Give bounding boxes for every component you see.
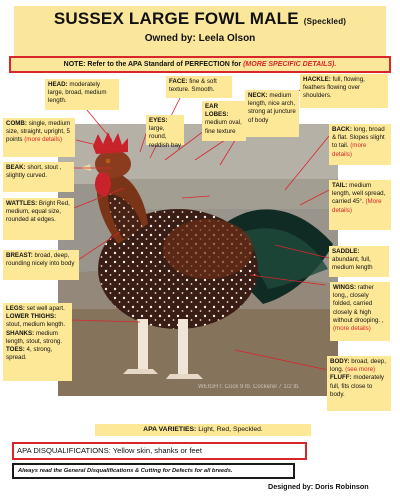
label-wattles xyxy=(3,198,74,240)
back-text: long, broad & flat. Slopes slight to tail. xyxy=(332,126,385,150)
label-hackle xyxy=(300,74,388,108)
label-breast xyxy=(3,250,79,280)
neck-text: medium length, nice arch, strong at juncture of body xyxy=(248,92,296,124)
saddle-text: abundant, full, medium length xyxy=(332,256,373,272)
note-bar xyxy=(9,56,391,73)
designer-credit: Designed by: Doris Robinson xyxy=(268,482,369,491)
label-ear-lobes xyxy=(202,101,246,141)
apa-disqualifications: APA DISQUALIFICATIONS: Yellow skin, shanks or feet xyxy=(12,442,307,460)
label-saddle xyxy=(329,246,389,277)
head-text: moderately large, broad, medium length. xyxy=(48,81,107,105)
apa-varieties xyxy=(95,424,311,436)
label-body xyxy=(327,356,391,411)
note-text: NOTE: Refer to the APA Standard of PERFECTION for xyxy=(63,61,242,68)
label-legs xyxy=(3,303,72,381)
face-text: fine & soft texture. Smooth. xyxy=(169,78,217,94)
head-title: HEAD: xyxy=(48,81,68,88)
legs-title: LEGS: xyxy=(6,305,25,312)
ear-lobes-text: medium oval, fine texture xyxy=(205,119,242,135)
varieties-title: APA VARIETIES: xyxy=(143,426,197,433)
body-more-link[interactable]: (see more) xyxy=(345,366,376,374)
comb-text: single, medium size, straight, upright, 5 points xyxy=(6,120,71,144)
beak-title: BEAK: xyxy=(6,164,26,171)
shanks-title: SHANKS: xyxy=(6,329,35,337)
title-suffix: (Speckled) xyxy=(303,17,347,26)
eyes-text: large, round, reddish bay xyxy=(149,125,181,149)
comb-more-link[interactable]: (more details) xyxy=(24,136,63,144)
legs-text: set well apart. xyxy=(26,305,65,312)
comb-title: COMB: xyxy=(6,120,27,127)
label-comb xyxy=(3,118,75,157)
tail-more-link[interactable]: (More details) xyxy=(332,198,382,214)
wattles-title: WATTLES: xyxy=(6,200,38,207)
rooster-illustration xyxy=(58,124,338,396)
note-link[interactable]: (MORE SPECIFIC DETAILS). xyxy=(243,61,337,68)
toes-text: 4, strong, spread. xyxy=(6,346,53,362)
owner-label: Owned by: Leela Olson xyxy=(144,33,256,44)
beak-text: short, stout , slightly curved. xyxy=(6,164,62,180)
body-text: broad, deep, long. xyxy=(330,358,386,374)
shanks-text: medium length, stout, strong. xyxy=(6,329,63,345)
breast-text: broad, deep, rounding nicely into body xyxy=(6,252,75,268)
wings-title: WINGS: xyxy=(333,284,357,291)
rooster-photo xyxy=(58,124,338,396)
hackle-title: HACKLE: xyxy=(303,76,331,83)
wattles-text: Bright Red, medium, equal size, rounded at edges. xyxy=(6,200,70,224)
fluff-title: FLUFF: xyxy=(330,374,352,382)
label-beak xyxy=(3,162,74,192)
eyes-title: EYES: xyxy=(149,117,168,124)
back-title: BACK: xyxy=(332,126,352,133)
general-disqualification-note: Always read the General Disqualifications & Cutting for Defects for all breeds. xyxy=(12,463,295,479)
weight-watermark: WEIGHT: Cock 9 lb. Cockerel 7 1/2 lb. xyxy=(198,384,300,390)
label-neck xyxy=(245,90,299,137)
tail-text: medium length, well spread, carried 45°. xyxy=(332,182,386,206)
wings-text: rather long,, closely folded, carried closely & high without drooping. , xyxy=(333,284,384,324)
label-back xyxy=(329,124,391,165)
face-title: FACE: xyxy=(169,78,188,85)
ear-lobes-title: EAR LOBES: xyxy=(205,103,229,119)
wings-more-link[interactable]: (more details) xyxy=(333,325,371,333)
toes-title: TOES: xyxy=(6,346,25,354)
hackle-text: full, flowing, feathers flowing over shoulders. xyxy=(303,76,365,100)
thighs-title: LOWER THIGHS: xyxy=(6,313,57,321)
label-head xyxy=(45,79,119,110)
back-more-link[interactable]: (more details) xyxy=(332,142,367,158)
label-wings xyxy=(330,282,390,341)
label-eyes xyxy=(146,115,184,149)
neck-title: NECK: xyxy=(248,92,268,99)
body-title: BODY: xyxy=(330,358,350,365)
breast-title: BREAST: xyxy=(6,252,33,259)
thighs-text: stout, medium length. xyxy=(6,321,66,329)
page-title xyxy=(0,9,400,29)
saddle-title: SADDLE: xyxy=(332,248,360,255)
title-text: SUSSEX LARGE FOWL MALE xyxy=(53,9,299,28)
varieties-text: Light, Red, Speckled. xyxy=(198,426,263,433)
label-tail xyxy=(329,180,391,230)
tail-title: TAIL: xyxy=(332,182,348,189)
label-face xyxy=(166,76,232,98)
fluff-text: moderately full, fits close to body. xyxy=(330,374,384,398)
